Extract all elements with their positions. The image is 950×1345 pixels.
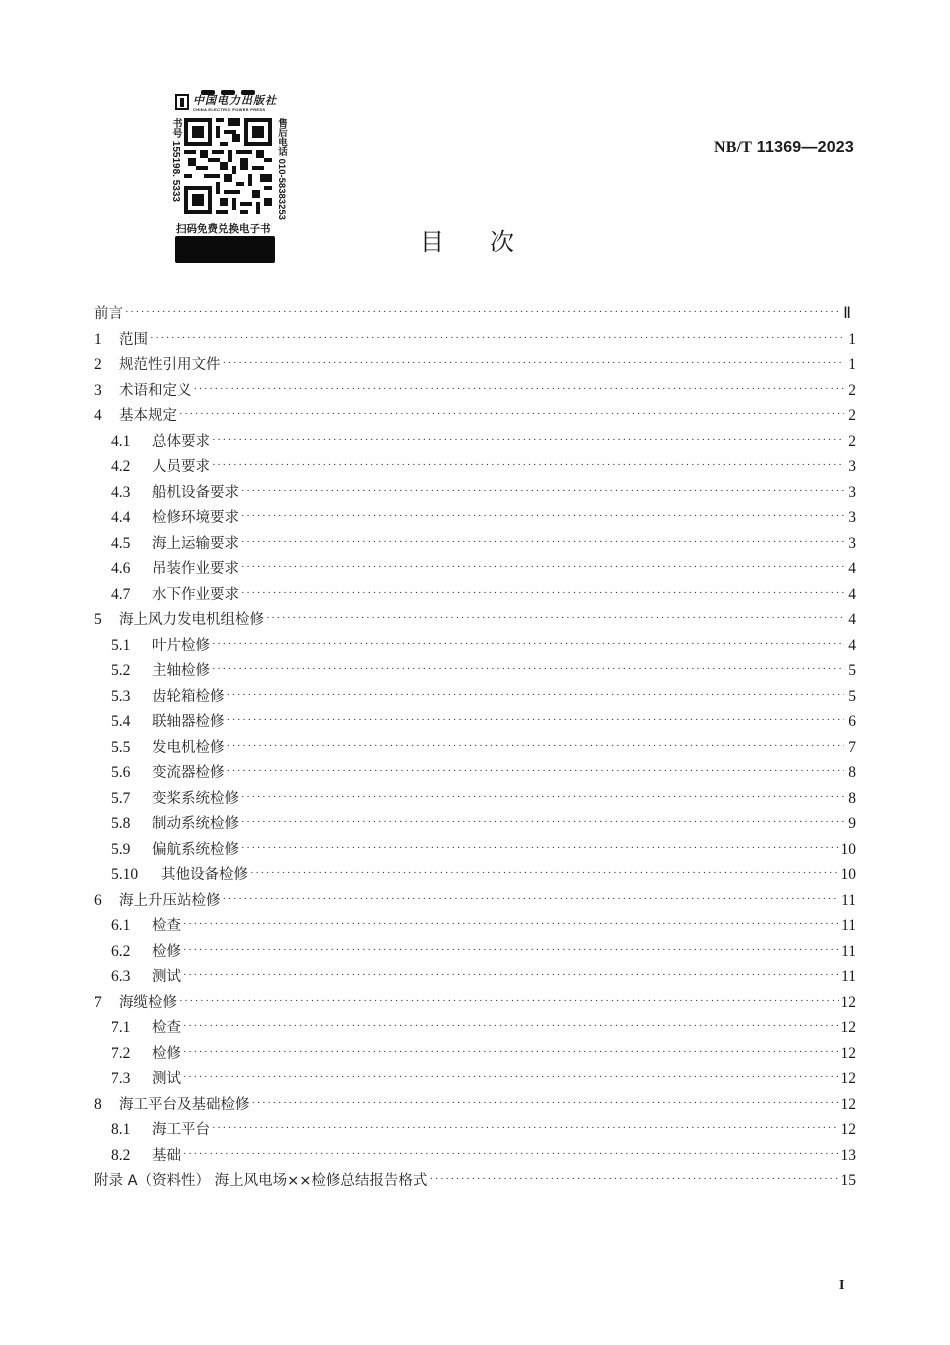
toc-entry-label: 联轴器检修	[152, 714, 225, 730]
toc-entry-number: 6.1	[111, 917, 131, 934]
toc-entry-number: 1	[94, 330, 102, 348]
dot-leader	[223, 887, 840, 913]
toc-entry-number: 8	[94, 1095, 102, 1113]
toc-entry-page: 12	[840, 1044, 856, 1062]
toc-entry-label: 检修环境要求	[152, 510, 239, 526]
toc-entry-label: 偏航系统检修	[152, 841, 239, 858]
toc-entry-label: 海工平台及基础检修	[119, 1096, 250, 1113]
dot-leader	[150, 326, 844, 352]
toc-entry[interactable]	[94, 327, 856, 353]
toc-entry-page: 6	[848, 713, 856, 730]
toc-entry[interactable]	[94, 964, 856, 990]
toc-entry[interactable]	[94, 913, 856, 939]
toc-entry-label: 海工平台	[152, 1122, 210, 1138]
toc-entry-number: 5.9	[111, 840, 131, 858]
toc-entry-page: 2	[848, 432, 856, 450]
toc-entry[interactable]	[94, 1015, 856, 1041]
dot-leader	[212, 428, 844, 454]
toc-entry-label: 检查	[152, 1020, 181, 1036]
toc-entry[interactable]	[94, 582, 856, 608]
dot-leader	[227, 683, 845, 709]
toc-entry[interactable]	[94, 454, 856, 480]
toc-entry-number: 7.3	[111, 1070, 131, 1087]
toc-entry[interactable]	[94, 939, 856, 965]
dot-leader	[241, 785, 844, 811]
toc-entry[interactable]	[94, 990, 856, 1016]
publisher-decoration	[201, 80, 281, 88]
dot-leader	[223, 351, 845, 377]
dot-leader	[250, 861, 839, 887]
qr-caption: 扫码免费兑换电子书	[176, 223, 271, 235]
toc-entry-page: 12	[840, 1019, 856, 1036]
toc-entry[interactable]	[94, 301, 856, 327]
toc-entry-label: 叶片检修	[152, 637, 210, 654]
toc-entry-number: 6.3	[111, 968, 131, 985]
toc-entry-number: 5.1	[111, 636, 131, 654]
toc-entry[interactable]	[94, 1168, 856, 1194]
toc-entry-label: 附录 A（资料性） 海上风电场××检修总结报告格式	[94, 1173, 428, 1189]
toc-entry-label: 变流器检修	[152, 765, 225, 781]
dot-leader	[179, 402, 844, 428]
dot-leader	[241, 810, 844, 836]
dot-leader	[227, 759, 845, 785]
toc-entry-page: 13	[840, 1146, 856, 1164]
toc-entry-number: 5.7	[111, 789, 131, 807]
toc-entry[interactable]	[94, 862, 856, 888]
toc-entry-number: 4.7	[111, 585, 131, 603]
toc-entry-number: 5.6	[111, 764, 131, 781]
toc-entry-page: 4	[848, 585, 856, 603]
toc-entry[interactable]	[94, 658, 856, 684]
toc-entry-page: 12	[840, 1070, 856, 1087]
toc-entry[interactable]	[94, 1143, 856, 1169]
toc-entry[interactable]	[94, 760, 856, 786]
toc-entry-page: 4	[848, 636, 856, 654]
toc-entry-label: 基础	[152, 1147, 181, 1164]
toc-entry-label: 海上升压站检修	[119, 892, 221, 909]
toc-entry[interactable]	[94, 888, 856, 914]
toc-entry-page: 1	[848, 356, 856, 373]
toc-entry[interactable]	[94, 1092, 856, 1118]
page-number: I	[839, 1278, 845, 1293]
dot-leader	[183, 963, 839, 989]
toc-entry-label: 人员要求	[152, 459, 210, 475]
qr-code-block	[168, 78, 288, 268]
toc-entry[interactable]	[94, 1041, 856, 1067]
toc-entry-label: 其他设备检修	[161, 867, 248, 883]
dot-leader	[241, 530, 844, 556]
toc-entry-number: 5.10	[111, 866, 139, 883]
dot-leader	[266, 606, 844, 632]
dot-leader	[194, 377, 845, 403]
toc-entry[interactable]	[94, 786, 856, 812]
toc-entry-page: 4	[848, 560, 856, 577]
dot-leader	[212, 453, 844, 479]
toc-entry-label: 测试	[152, 969, 181, 985]
toc-entry[interactable]	[94, 352, 856, 378]
dot-leader	[125, 300, 839, 326]
dot-leader	[183, 1040, 839, 1066]
dot-leader	[241, 555, 844, 581]
toc-entry-label: 总体要求	[152, 433, 210, 450]
book-number: 书号 155198. 5333	[170, 118, 181, 202]
toc-entry-label: 测试	[152, 1071, 181, 1087]
toc-entry[interactable]	[94, 633, 856, 659]
toc-entry[interactable]	[94, 556, 856, 582]
toc-entry-page: 3	[848, 483, 856, 501]
dot-leader	[212, 1116, 839, 1142]
toc-entry-number: 5.5	[111, 738, 131, 756]
toc-entry-page: 5	[848, 687, 856, 705]
toc-entry-page: 5	[848, 662, 856, 679]
toc-entry-number: 4.3	[111, 483, 131, 501]
dot-leader	[241, 581, 844, 607]
toc-entry-label: 检查	[152, 918, 181, 934]
toc-entry-number: 3	[94, 381, 102, 399]
toc-entry[interactable]	[94, 531, 856, 557]
toc-entry-number: 8.2	[111, 1146, 131, 1164]
toc-entry-number: 5.8	[111, 815, 131, 832]
toc-entry-page: 11	[841, 917, 856, 934]
dot-leader	[227, 708, 845, 734]
table-of-contents	[94, 301, 856, 1194]
toc-entry[interactable]	[94, 735, 856, 761]
toc-entry-page: Ⅱ	[843, 305, 851, 322]
dot-leader	[252, 1091, 839, 1117]
toc-entry[interactable]	[94, 429, 856, 455]
toc-entry-page: 3	[848, 534, 856, 552]
toc-entry-number: 5.2	[111, 662, 131, 679]
toc-entry[interactable]	[94, 811, 856, 837]
dot-leader	[212, 657, 844, 683]
toc-entry-page: 10	[840, 840, 856, 858]
dot-leader	[241, 504, 844, 530]
standard-code: 11369—2023	[752, 139, 854, 156]
toc-entry-number: 8.1	[111, 1121, 131, 1138]
toc-entry-number: 5.3	[111, 687, 131, 705]
toc-entry-page: 9	[848, 815, 856, 832]
toc-entry-page: 8	[848, 764, 856, 781]
toc-entry-number: 6.2	[111, 942, 131, 960]
dot-leader	[179, 989, 839, 1015]
dot-leader	[183, 938, 839, 964]
toc-entry-label: 前言	[94, 306, 123, 322]
toc-entry[interactable]	[94, 709, 856, 735]
toc-entry-number: 2	[94, 356, 102, 373]
standard-prefix: NB/T	[713, 139, 753, 156]
toc-entry-label: 制动系统检修	[152, 816, 239, 832]
toc-entry-page: 12	[840, 1121, 856, 1138]
toc-entry-number: 4.6	[111, 560, 131, 577]
dot-leader	[183, 912, 839, 938]
toc-entry-label: 检修	[152, 943, 181, 960]
toc-entry-number: 7.2	[111, 1044, 131, 1062]
dot-leader	[212, 632, 844, 658]
toc-entry-label: 吊装作业要求	[152, 561, 239, 577]
toc-entry-number: 5.4	[111, 713, 131, 730]
toc-entry-label: 检修	[152, 1045, 181, 1062]
toc-entry-label: 变桨系统检修	[152, 790, 239, 807]
toc-entry[interactable]	[94, 1117, 856, 1143]
toc-entry[interactable]	[94, 1066, 856, 1092]
toc-entry-page: 15	[840, 1172, 856, 1189]
toc-entry-page: 12	[840, 1095, 856, 1113]
toc-entry[interactable]	[94, 684, 856, 710]
toc-entry-label: 海上运输要求	[152, 535, 239, 552]
redacted-code	[175, 236, 275, 263]
toc-entry-page: 1	[848, 330, 856, 348]
toc-entry-label: 齿轮箱检修	[152, 688, 225, 705]
toc-entry[interactable]	[94, 378, 856, 404]
toc-entry[interactable]	[94, 837, 856, 863]
toc-entry-number: 4.5	[111, 534, 131, 552]
toc-entry-label: 发电机检修	[152, 739, 225, 756]
toc-entry-label: 规范性引用文件	[119, 357, 221, 373]
toc-entry-page: 3	[848, 458, 856, 475]
publisher-logo	[171, 80, 285, 112]
toc-entry-page: 3	[848, 509, 856, 526]
qr-code-icon[interactable]	[184, 118, 272, 214]
toc-entry[interactable]	[94, 403, 856, 429]
dot-leader	[241, 479, 844, 505]
toc-entry-page: 11	[841, 968, 856, 985]
toc-entry-label: 水下作业要求	[152, 586, 239, 603]
toc-entry-label: 海上风力发电机组检修	[119, 612, 264, 628]
dot-leader	[183, 1014, 839, 1040]
toc-entry-number: 4.4	[111, 509, 131, 526]
toc-entry-number: 7.1	[111, 1019, 131, 1036]
toc-entry-page: 12	[840, 993, 856, 1011]
publisher-emblem-icon	[175, 94, 189, 110]
toc-entry-page: 11	[841, 942, 856, 960]
toc-entry-number: 4	[94, 407, 102, 424]
toc-entry[interactable]	[94, 505, 856, 531]
toc-entry-label: 范围	[119, 331, 148, 348]
toc-entry[interactable]	[94, 607, 856, 633]
toc-entry-page: 7	[848, 738, 856, 756]
toc-entry-label: 基本规定	[119, 408, 177, 424]
toc-entry-number: 4.2	[111, 458, 131, 475]
toc-entry-page: 2	[848, 407, 856, 424]
toc-entry-page: 8	[848, 789, 856, 807]
toc-entry-page: 11	[841, 891, 856, 909]
after-sales-hotline: 售后电话 010-58383253	[276, 118, 287, 220]
publisher-name: 中国电力出版社	[193, 94, 277, 107]
standard-number	[714, 139, 854, 157]
dot-leader	[183, 1065, 839, 1091]
dot-leader	[429, 1167, 838, 1193]
toc-entry-label: 船机设备要求	[152, 484, 239, 501]
toc-entry-page: 4	[848, 611, 856, 628]
toc-entry-page: 10	[840, 866, 856, 883]
toc-entry-label: 海缆检修	[119, 994, 177, 1011]
dot-leader	[227, 734, 845, 760]
dot-leader	[183, 1142, 839, 1168]
publisher-name-en: CHINA ELECTRIC POWER PRESS	[193, 107, 266, 112]
toc-entry-number: 7	[94, 993, 102, 1011]
toc-entry-label: 术语和定义	[119, 382, 192, 399]
toc-entry-page: 2	[848, 381, 856, 399]
toc-entry-number: 5	[94, 611, 102, 628]
page-title: 目次	[420, 228, 560, 256]
toc-entry-number: 4.1	[111, 432, 131, 450]
toc-entry[interactable]	[94, 480, 856, 506]
toc-entry-label: 主轴检修	[152, 663, 210, 679]
dot-leader	[241, 836, 839, 862]
toc-entry-number: 6	[94, 891, 102, 909]
